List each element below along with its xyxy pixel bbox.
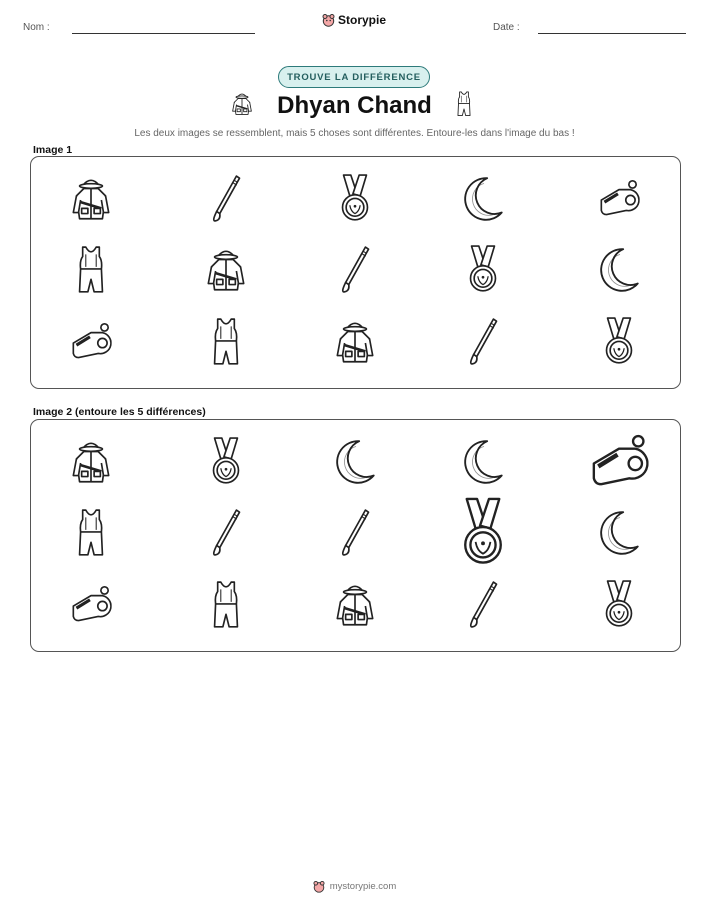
image1-label: Image 1 bbox=[33, 144, 73, 156]
date-label: Date : bbox=[493, 22, 520, 33]
mascot-icon bbox=[313, 880, 325, 893]
whistle-icon bbox=[68, 316, 114, 368]
footer bbox=[0, 880, 709, 893]
instructions: Les deux images se ressemblent, mais 5 choses sont différentes. Entoure-les dans l'image du bas ! bbox=[134, 128, 575, 139]
footer-site: mystorypie.com bbox=[329, 881, 397, 892]
image2-panel[interactable] bbox=[30, 419, 681, 652]
medal-icon bbox=[332, 173, 378, 225]
name-label: Nom : bbox=[23, 22, 50, 33]
explorer-outfit-icon bbox=[203, 244, 249, 296]
explorer-outfit-icon[interactable] bbox=[332, 579, 378, 631]
medal-icon[interactable] bbox=[451, 496, 515, 570]
explorer-outfit-icon bbox=[68, 173, 114, 225]
mascot-icon bbox=[322, 13, 335, 27]
medal-icon[interactable] bbox=[203, 436, 249, 488]
explorer-outfit-icon[interactable] bbox=[68, 436, 114, 488]
hockey-stick-icon bbox=[203, 173, 249, 225]
crescent-moon-icon[interactable] bbox=[332, 436, 378, 488]
whistle-icon[interactable] bbox=[587, 425, 651, 499]
brand-name: Storypie bbox=[338, 13, 387, 27]
title-singlet-icon bbox=[453, 90, 475, 123]
singlet-icon[interactable] bbox=[68, 507, 114, 559]
badge bbox=[278, 66, 430, 88]
hockey-stick-icon[interactable] bbox=[332, 507, 378, 559]
crescent-moon-icon[interactable] bbox=[596, 507, 642, 559]
whistle-icon bbox=[596, 173, 642, 225]
brand-logo bbox=[322, 13, 386, 27]
crescent-moon-icon bbox=[460, 173, 506, 225]
badge-text: TROUVE LA DIFFÉRENCE bbox=[287, 71, 421, 83]
name-field[interactable] bbox=[72, 33, 255, 34]
image2-label: Image 2 (entoure les 5 différences) bbox=[33, 406, 206, 418]
hockey-stick-icon[interactable] bbox=[203, 507, 249, 559]
singlet-icon bbox=[203, 316, 249, 368]
hockey-stick-icon bbox=[332, 244, 378, 296]
explorer-outfit-icon bbox=[332, 316, 378, 368]
medal-icon bbox=[460, 244, 506, 296]
medal-icon[interactable] bbox=[596, 579, 642, 631]
crescent-moon-icon bbox=[596, 244, 642, 296]
image1-panel bbox=[30, 156, 681, 389]
hockey-stick-icon bbox=[460, 316, 506, 368]
date-field[interactable] bbox=[538, 33, 686, 34]
page-title: Dhyan Chand bbox=[277, 92, 432, 119]
hockey-stick-icon[interactable] bbox=[460, 579, 506, 631]
whistle-icon[interactable] bbox=[68, 579, 114, 631]
singlet-icon bbox=[68, 244, 114, 296]
crescent-moon-icon[interactable] bbox=[460, 436, 506, 488]
singlet-icon[interactable] bbox=[203, 579, 249, 631]
medal-icon bbox=[596, 316, 642, 368]
